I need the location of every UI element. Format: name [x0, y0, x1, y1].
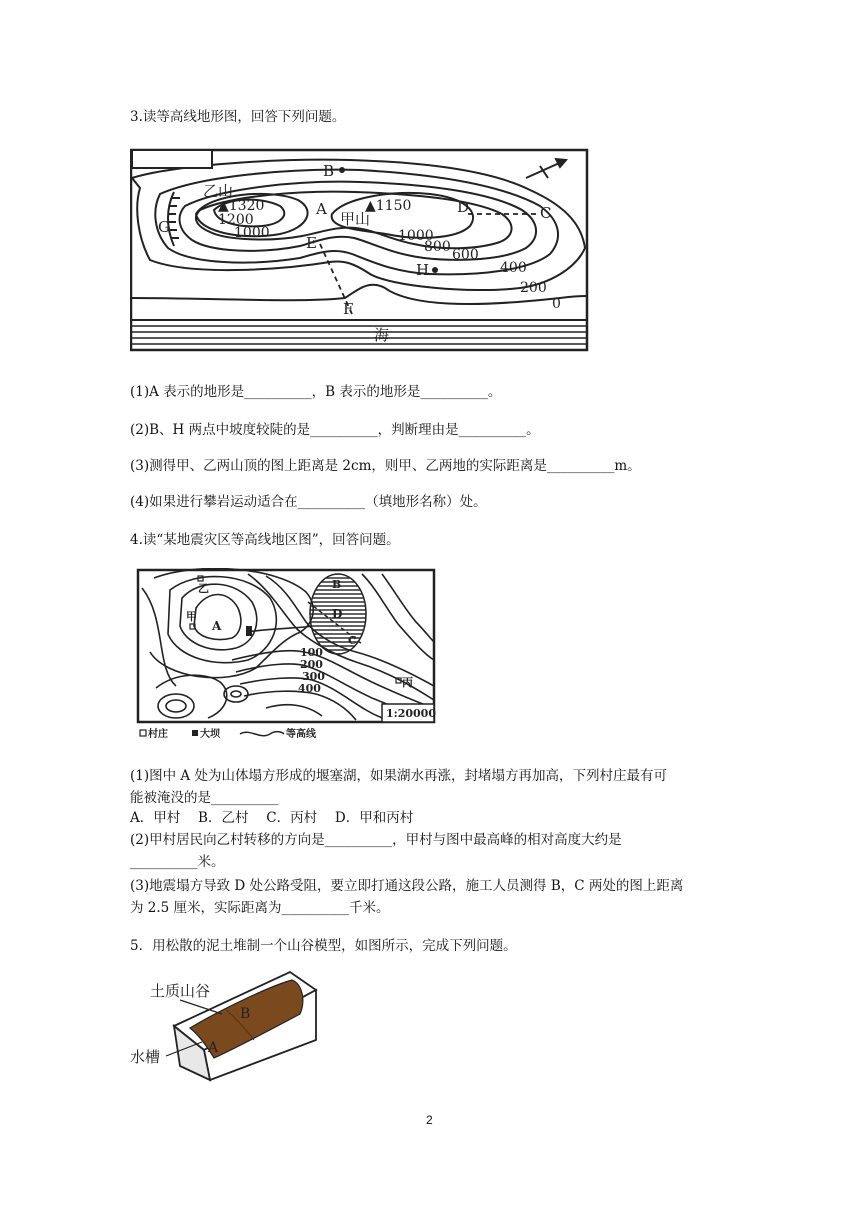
q4-heading: 4.读“某地震灾区等高线地区图”，回答问题。 — [130, 532, 400, 548]
q3-contour-0: 0 — [552, 296, 561, 312]
q4-label-d: D — [332, 607, 343, 621]
q3-sub1: (1)A 表示的地形是__________，B 表示的地形是__________。 — [130, 384, 502, 400]
q4-options: A．甲村 B．乙村 C．丙村 D．甲和丙村 — [130, 810, 414, 826]
q4-sub3-line1: (3)地震塌方导致 D 处公路受阻，要立即打通这段公路，施工人员测得 B，C 两处的图上距离 — [130, 878, 684, 894]
page-number: 2 — [426, 1113, 433, 1127]
q3-label-b: B — [323, 162, 335, 180]
q4-sub2-line2: __________米。 — [130, 854, 225, 870]
q4-label-yi: 乙 — [198, 582, 209, 595]
q3-label-c: C — [540, 204, 552, 222]
q4-label-bing: 丙 — [402, 676, 413, 689]
q3-label-sea: 海 — [374, 326, 390, 344]
q3-peak-1320: ▲1320 — [218, 198, 265, 214]
q3-contour-800: 800 — [424, 239, 451, 255]
q4-contour-300: 300 — [302, 670, 325, 683]
q4-sub1-line1: (1)图中 A 处为山体塌方形成的堰塞湖，如果湖水再涨，封堵塌方再加高，下列村庄最有可 — [130, 768, 667, 784]
q3-contour-200: 200 — [520, 280, 547, 296]
q4-sub1-line2: 能被淹没的是__________ — [130, 790, 279, 806]
q4-legend-contour: 等高线 — [286, 729, 316, 740]
q3-label-yishan: 乙山 — [203, 182, 234, 200]
q4-legend-village: 村庄 — [148, 729, 168, 740]
q5-label-a: A — [208, 1040, 219, 1056]
q3-sub2: (2)B、H 两点中坡度较陡的是__________，判断理由是__________。 — [130, 422, 540, 438]
q4-label-a: A — [212, 619, 222, 633]
q4-label-c: C — [348, 634, 357, 647]
q3-label-a: A — [316, 200, 327, 218]
q3-label-e: E — [306, 234, 317, 252]
q3-sub3: (3)测得甲、乙两山顶的图上距离是 2cm，则甲、乙两地的实际距离是__________m。 — [130, 458, 641, 474]
q4-contour-400: 400 — [298, 682, 321, 695]
q3-label-f: F — [343, 300, 354, 318]
q4-legend-dam: 大坝 — [200, 729, 220, 740]
q3-contour-map — [130, 148, 590, 354]
q3-contour-1200: 1200 — [218, 212, 254, 228]
q3-contour-1000-west: 1000 — [234, 225, 270, 241]
q4-contour-100: 100 — [300, 646, 323, 659]
q3-label-g: G — [158, 218, 170, 236]
q3-contour-1000-east: 1000 — [398, 228, 434, 244]
q5-heading: 5．用松散的泥土堆制一个山谷模型，如图所示，完成下列问题。 — [130, 938, 517, 954]
q5-valley-model — [130, 970, 330, 1082]
q3-contour-600: 600 — [452, 247, 479, 263]
q4-contour-200: 200 — [300, 658, 323, 671]
q3-sub4: (4)如果进行攀岩运动适合在__________（填地形名称）处。 — [130, 494, 487, 510]
q5-label-b: B — [240, 1006, 251, 1022]
q3-contour-400: 400 — [500, 260, 527, 276]
q3-heading: 3.读等高线地形图，回答下列问题。 — [130, 109, 346, 125]
q4-label-b: B — [332, 578, 342, 591]
q3-label-h: H — [416, 261, 430, 279]
q3-label-jiashan: 甲山 — [340, 210, 371, 228]
q4-sub2-line1: (2)甲村居民向乙村转移的方向是__________，甲村与图中最高峰的相对高度大约是 — [130, 832, 622, 848]
q5-label-valley: 土质山谷 — [150, 982, 211, 1000]
q3-peak-1150: ▲1150 — [365, 198, 412, 214]
q5-label-trough: 水槽 — [130, 1048, 161, 1066]
q4-label-jia: 甲 — [186, 610, 197, 623]
q4-sub3-line2: 为 2.5 厘米，实际距离为__________千米。 — [130, 900, 390, 916]
q4-contour-map — [136, 568, 436, 744]
q4-scale: 1:20000 — [386, 707, 436, 720]
q3-label-d: D — [457, 198, 470, 216]
